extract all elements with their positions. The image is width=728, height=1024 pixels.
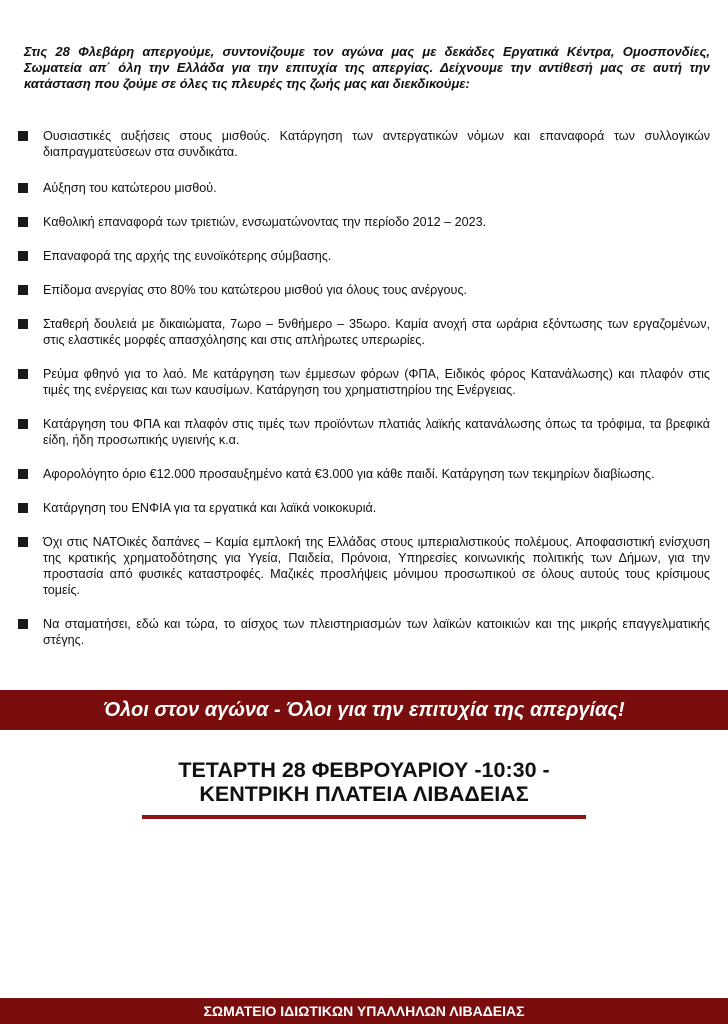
event-location: ΚΕΝΤΡΙΚΗ ΠΛΑΤΕΙΑ ΛΙΒΑΔΕΙΑΣ — [199, 782, 529, 806]
square-bullet-icon — [18, 503, 28, 513]
square-bullet-icon — [18, 217, 28, 227]
divider-rule — [142, 815, 586, 819]
demand-text: Όχι στις ΝΑΤΟικές δαπάνες – Καμία εμπλοκή της Ελλάδας στους ιμπεριαλιστικούς πολέμους. Αποφασιστική ενίσχυση της κρατικής χρηματοδότησης για Υγεία, Παιδεία, Πρόνοια, Υπηρεσίες κοινωνικής πολιτικής των Δήμων, για την προστασία από φυσικές καταστροφές. Μαζικές προσλήψεις μόνιμου προσωπικού σε όλους αυτούς τους κρίσιμους τομείς. — [43, 535, 710, 597]
demand-text: Σταθερή δουλειά με δικαιώματα, 7ωρο – 5νθήμερο – 35ωρο. Καμία ανοχή στα ωράρια εξόντωσης των εργαζομένων, στις ελαστικές μορφές απασχόλησης και στις απλήρωτες υπερωρίες. — [43, 317, 710, 347]
demand-text: Επαναφορά της αρχής της ευνοϊκότερης σύμβασης. — [43, 249, 332, 263]
list-item — [18, 534, 710, 598]
event-date-time: ΤΕΤΑΡΤΗ 28 ΦΕΒΡΟΥΑΡΙΟΥ -10:30 - — [178, 758, 550, 782]
square-bullet-icon — [18, 183, 28, 193]
event-details — [0, 758, 728, 806]
demand-text: Κατάργηση του ΕΝΦΙΑ για τα εργατικά και λαϊκά νοικοκυριά. — [43, 501, 377, 515]
square-bullet-icon — [18, 131, 28, 141]
demands-list — [18, 128, 710, 648]
square-bullet-icon — [18, 251, 28, 261]
demand-text: Να σταματήσει, εδώ και τώρα, το αίσχος των πλειστηριασμών των λαϊκών κατοικιών και της μικρής επαγγελματικής στέγης. — [43, 617, 710, 647]
list-item — [18, 180, 710, 196]
demand-text: Ουσιαστικές αυξήσεις στους μισθούς. Κατάργηση των αντεργατικών νόμων και επαναφορά των συλλογικών διαπραγματεύσεων στα συνδικάτα. — [43, 129, 710, 159]
square-bullet-icon — [18, 369, 28, 379]
square-bullet-icon — [18, 319, 28, 329]
slogan-banner: Όλοι στον αγώνα - Όλοι για την επιτυχία της απεργίας! — [0, 690, 728, 730]
list-item — [18, 616, 710, 648]
union-name-footer: ΣΩΜΑΤΕΙΟ ΙΔΙΩΤΙΚΩΝ ΥΠΑΛΛΗΛΩΝ ΛΙΒΑΔΕΙΑΣ — [0, 998, 728, 1024]
demand-text: Κατάργηση του ΦΠΑ και πλαφόν στις τιμές των προϊόντων πλατιάς λαϊκής κατανάλωσης όπως τα τρόφιμα, τα βρεφικά είδη, ήδη προσωπικής υγιεινής κ.α. — [43, 417, 710, 447]
square-bullet-icon — [18, 537, 28, 547]
intro-paragraph: Στις 28 Φλεβάρη απεργούμε, συντονίζουμε τον αγώνα μας με δεκάδες Εργατικά Κέντρα, Ομοσπονδίες, Σωματεία απ΄ όλη την Ελλάδα για την επιτυχία της απεργίας. Δείχνουμε την αντίθεσή μας σε αυτή την κατάσταση που ζούμε σε όλες τις πλευρές της ζωής μας και διεκδικούμε: — [24, 44, 710, 91]
list-item — [18, 500, 710, 516]
demand-text: Καθολική επαναφορά των τριετιών, ενσωματώνοντας την περίοδο 2012 – 2023. — [43, 215, 487, 229]
square-bullet-icon — [18, 419, 28, 429]
demand-text: Αφορολόγητο όριο €12.000 προσαυξημένο κατά €3.000 για κάθε παιδί. Κατάργηση των τεκμηρίων διαβίωσης. — [43, 467, 655, 481]
demand-text: Ρεύμα φθηνό για το λαό. Με κατάργηση των έμμεσων φόρων (ΦΠΑ, Ειδικός φόρος Κατανάλωσης) και πλαφόν στις τιμές της ενέργειας και των καυσίμων. Κατάργηση του χρηματιστηρίου της Ενέργειας. — [43, 367, 710, 397]
square-bullet-icon — [18, 285, 28, 295]
list-item — [18, 416, 710, 448]
demand-text: Επίδομα ανεργίας στο 80% του κατώτερου μισθού για όλους τους ανέργους. — [43, 283, 468, 297]
list-item — [18, 366, 710, 398]
list-item — [18, 128, 710, 160]
demand-text: Αύξηση του κατώτερου μισθού. — [43, 181, 217, 195]
list-item — [18, 282, 710, 298]
list-item — [18, 316, 710, 348]
square-bullet-icon — [18, 619, 28, 629]
list-item — [18, 248, 710, 264]
square-bullet-icon — [18, 469, 28, 479]
list-item — [18, 214, 710, 230]
list-item — [18, 466, 710, 482]
